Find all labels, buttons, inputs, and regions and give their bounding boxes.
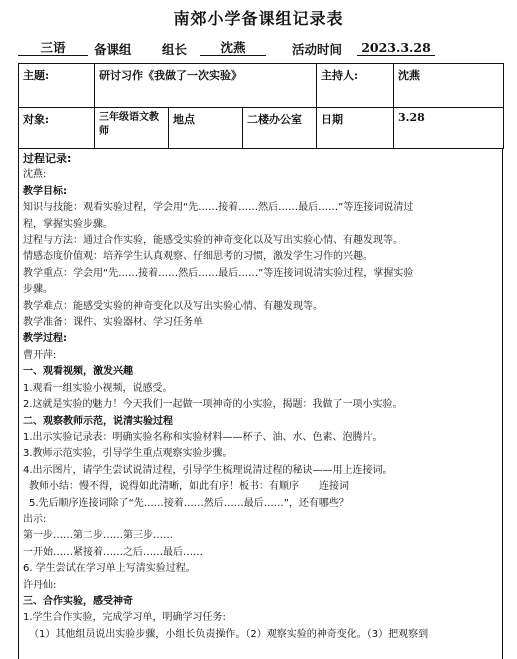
topic-value: 研讨习作《我做了一次实验》 xyxy=(95,64,317,108)
process-line: 第一步……第二步……第三步…… xyxy=(23,530,173,542)
process-line: 6. 学生尝试在学习单上写清实验过程。 xyxy=(23,563,196,575)
process-line: （1）其他组员说出实验步骤，小组长负责操作。（2）观察实验的神奇变化。（3）把观察到 xyxy=(29,628,429,640)
process-line: 4.出示图片，请学生尝试说清过程，引导学生梳理说清过程的秘诀——用上连接词。 xyxy=(23,464,393,476)
page-title: 南郊小学备课组记录表 xyxy=(173,9,344,28)
process-line: 1.观看一组实验小视频，说感受。 xyxy=(23,382,173,394)
process-line: 一开始……紧接着……之后……最后…… xyxy=(23,546,203,558)
process-line: 许丹仙: xyxy=(23,579,57,591)
time-label: 活动时间 xyxy=(292,42,343,57)
process-line: 过程与方法：通过合作实验，能感受实验的神奇变化以及写出实验心情、有趣发现等。 xyxy=(23,235,403,247)
process-line: 1.学生合作实验，完成学习单，明确学习任务: xyxy=(23,612,226,624)
process-line: 知识与技能：观看实验过程，学会用“先……接着……然后……最后……”等连接词说清过 xyxy=(23,202,414,214)
process-line: 过程记录: xyxy=(23,152,72,165)
meta-table xyxy=(18,63,504,149)
topic-label: 主题: xyxy=(19,64,95,108)
leader-name: 沈燕 xyxy=(200,40,266,56)
date-label: 日期 xyxy=(317,108,394,149)
target-value: 三年级语文教师 xyxy=(95,108,169,149)
process-body xyxy=(19,149,502,643)
process-line: 教学重点：学会用“先……接着……然后……最后……”等连接词说清实验过程，掌握实验 xyxy=(23,267,414,279)
process-line: 3.教师示范实验，引导学生重点观察实验步骤。 xyxy=(23,448,233,460)
date-value: 3.28 xyxy=(394,108,504,149)
process-line: 出示: xyxy=(23,513,47,525)
process-record xyxy=(18,148,503,659)
place-value: 二楼办公室 xyxy=(243,108,317,149)
process-line: 1.出示实验记录表：明确实验名称和实验材料——杯子、油、水、色素、泡腾片。 xyxy=(23,431,383,443)
process-line: 一、观看视频，激发兴趣 xyxy=(23,366,133,378)
group-label: 备课组 xyxy=(94,42,132,57)
activity-time: 2023.3.28 xyxy=(357,40,435,56)
process-line: 教学难点：能感受实验的神奇变化以及写出实验心情、有趣发现等。 xyxy=(23,300,323,312)
process-line: 二、观察教师示范，说清实验过程 xyxy=(23,415,173,427)
group-name: 三语 xyxy=(18,40,88,56)
process-line: 曹开萍: xyxy=(23,349,57,361)
process-line: 程，掌握实验步骤。 xyxy=(23,218,113,230)
process-line: 三、合作实验，感受神奇 xyxy=(23,595,133,607)
process-line: 情感态度价值观：培养学生认真观察、仔细思考的习惯，激发学生习作的兴趣。 xyxy=(23,251,373,263)
process-line: 教学过程: xyxy=(23,333,67,345)
process-line: 步骤。 xyxy=(23,284,53,296)
target-label: 对象: xyxy=(19,108,95,149)
leader-label: 组长 xyxy=(162,42,188,57)
place-label: 地点 xyxy=(169,108,243,149)
process-line: 教学准备：课件、实验器材、学习任务单 xyxy=(23,317,203,329)
host-label: 主持人: xyxy=(317,64,394,108)
host-value: 沈燕 xyxy=(394,64,504,108)
process-line: 教师小结：慢不得，说得如此清晰，如此有序！板书：有顺序 连接词 xyxy=(29,481,349,493)
process-line: 2.这就是实验的魅力！今天我们一起做一项神奇的小实验，揭题：我做了一项小实验。 xyxy=(23,399,403,411)
process-line: 沈燕: xyxy=(23,169,47,181)
process-line: 教学目标: xyxy=(23,185,67,197)
process-line: 5.先后顺序连接词除了“先……接着……然后……最后……”，还有哪些？ xyxy=(29,497,349,509)
